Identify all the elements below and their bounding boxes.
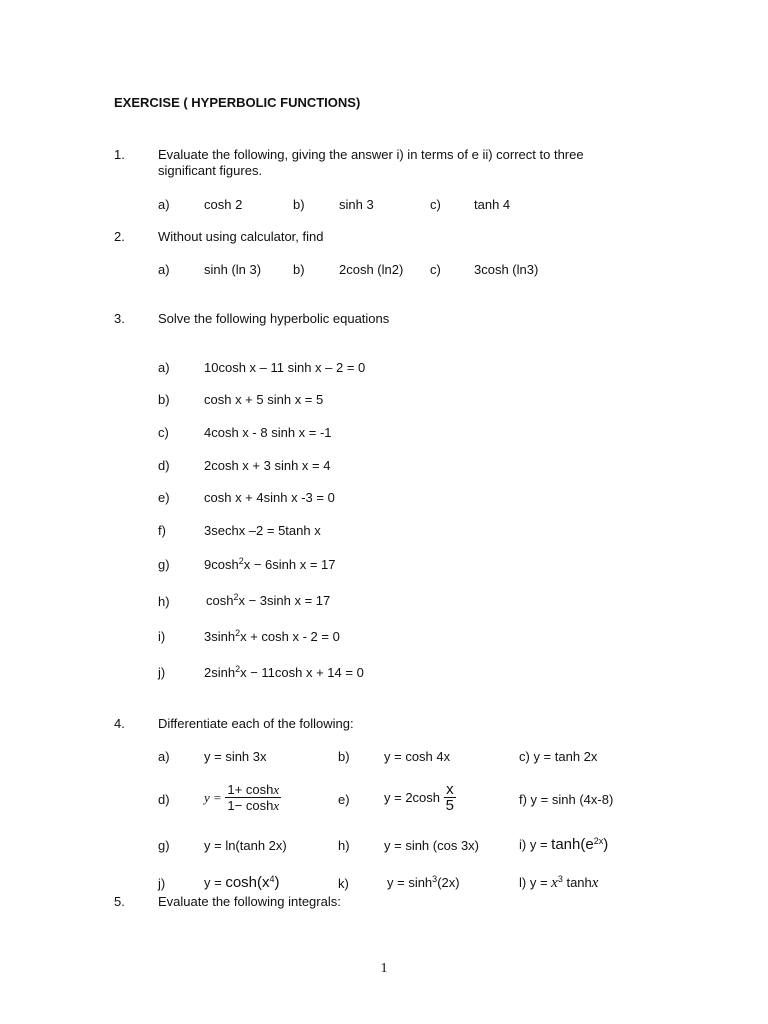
q3-item-e-expr: cosh x + 4sinh x -3 = 0 bbox=[204, 490, 335, 505]
q4-item-h-label: h) bbox=[338, 838, 350, 853]
q2-item-a-label: a) bbox=[158, 262, 170, 277]
q3-item-c-label: c) bbox=[158, 425, 169, 440]
q3-item-j-label: j) bbox=[158, 665, 166, 680]
q1-item-a-label: a) bbox=[158, 197, 170, 212]
q2-item-c-expr: 3cosh (ln3) bbox=[474, 262, 539, 277]
question-1-text-line1: Evaluate the following, giving the answer i) in terms of e ii) correct to three bbox=[158, 147, 584, 162]
page-number: 1 bbox=[380, 961, 388, 976]
q1-item-c-expr: tanh 4 bbox=[474, 197, 511, 212]
q4-item-b-label: b) bbox=[338, 749, 350, 764]
q1-item-b-expr: sinh 3 bbox=[339, 197, 374, 212]
page-title: EXERCISE ( HYPERBOLIC FUNCTIONS) bbox=[114, 95, 361, 110]
q3-item-g-label: g) bbox=[158, 557, 170, 572]
q3-item-d-label: d) bbox=[158, 458, 170, 473]
q4-item-a-label: a) bbox=[158, 749, 170, 764]
q2-item-b-label: b) bbox=[293, 262, 305, 277]
q4-item-l-expr: l) $y = x^3$ tanhx bbox=[519, 874, 599, 891]
question-3-text: Solve the following hyperbolic equations bbox=[158, 311, 390, 326]
q4-item-f-expr: f) y = sinh (4x-8) bbox=[519, 792, 614, 807]
q4-item-g-expr: y = ln(tanh 2x) bbox=[204, 838, 287, 853]
q3-item-b-label: b) bbox=[158, 392, 170, 407]
question-2-text: Without using calculator, find bbox=[158, 229, 324, 244]
q4-item-e-expr: y = 2cosh $\frac{x}{5}$ bbox=[384, 781, 454, 814]
q2-item-a-expr: sinh (ln 3) bbox=[204, 262, 262, 277]
q3-item-c-expr: 4cosh x - 8 sinh x = -1 bbox=[204, 425, 332, 440]
q3-item-i-expr: $3\sinh^2x + \cosh x - 2 = 0$ bbox=[204, 628, 340, 644]
q3-item-h-label: h) bbox=[158, 594, 170, 609]
q4-item-b-expr: y = cosh 4x bbox=[384, 749, 451, 764]
q4-item-d-label: d) bbox=[158, 792, 170, 807]
question-number-1: 1. bbox=[114, 147, 125, 162]
q3-item-h-expr: $\cosh^2x - 3\sinh$ x = 17 bbox=[206, 592, 331, 608]
q1-item-c-label: c) bbox=[430, 197, 441, 212]
question-4-text: Differentiate each of the following: bbox=[158, 716, 354, 731]
q3-item-e-label: e) bbox=[158, 490, 170, 505]
question-1-text-line2: significant figures. bbox=[158, 163, 263, 178]
q3-item-f-label: f) bbox=[158, 523, 166, 538]
q4-item-k-label: k) bbox=[338, 876, 349, 891]
question-number-2: 2. bbox=[114, 229, 125, 244]
q3-item-i-label: i) bbox=[158, 629, 166, 644]
question-5-text: Evaluate the following integrals: bbox=[158, 894, 341, 909]
q4-item-j-label: j) bbox=[158, 876, 166, 891]
q4-item-h-expr: y = sinh (cos 3x) bbox=[384, 838, 480, 853]
q4-item-g-label: g) bbox=[158, 838, 170, 853]
q2-item-c-label: c) bbox=[430, 262, 441, 277]
q1-item-b-label: b) bbox=[293, 197, 305, 212]
q4-item-a-expr: y = sinh 3x bbox=[204, 749, 267, 764]
question-number-4: 4. bbox=[114, 716, 125, 731]
q2-item-b-expr: 2cosh (ln2) bbox=[339, 262, 404, 277]
q4-item-c-expr: c) y = tanh 2x bbox=[519, 749, 598, 764]
q3-item-a-expr: 10cosh x – 11 sinh x – 2 = 0 bbox=[204, 360, 366, 375]
q3-item-j-expr: $2\sinh^2x - 11\cosh$ x + 14 = 0 bbox=[204, 664, 364, 680]
q4-item-d-expr: y = $\frac{1+ \cosh x}{1- \cosh x}$ bbox=[204, 782, 280, 813]
q3-item-a-label: a) bbox=[158, 360, 170, 375]
question-number-5: 5. bbox=[114, 894, 125, 909]
q3-item-d-expr: 2cosh x + 3 sinh x = 4 bbox=[204, 458, 331, 473]
question-number-3: 3. bbox=[114, 311, 125, 326]
q3-item-b-expr: cosh x + 5 sinh x = 5 bbox=[204, 392, 324, 407]
q1-item-a-expr: cosh 2 bbox=[204, 197, 243, 212]
q4-item-j-expr: $y = \cosh(x^4)$ bbox=[204, 874, 280, 891]
q4-item-k-expr: $y = \sinh^3(2x)$ bbox=[387, 874, 460, 890]
q3-item-g-expr: $9\cosh^2x - 6\sinh$ x = 17 bbox=[204, 556, 336, 572]
q4-item-e-label: e) bbox=[338, 792, 350, 807]
q3-item-f-expr: 3sechx –2 = 5tanh x bbox=[204, 523, 321, 538]
q4-item-i-expr: i) $y = \tanh(e^{2x})$ bbox=[519, 836, 609, 853]
